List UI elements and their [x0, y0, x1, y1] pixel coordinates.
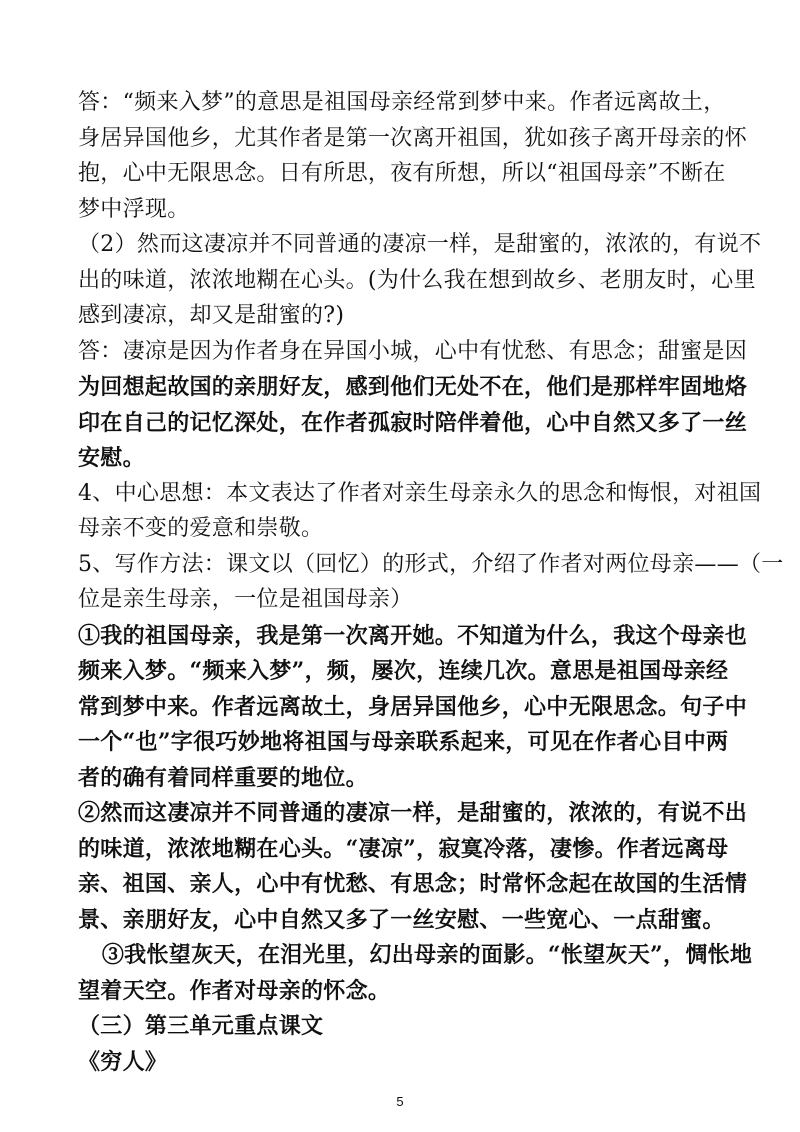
text-line: 望着天空。作者对母亲的怀念。 — [78, 977, 391, 1004]
text-line: 母亲不变的爱意和崇敬。 — [78, 516, 324, 541]
text-line: 感到凄凉，却又是甜蜜的?) — [78, 303, 345, 328]
text-line: 4、中心思想：本文表达了作者对亲生母亲永久的思念和悔恨，对祖国 — [78, 480, 762, 506]
text-line: 常到梦中来。作者远离故土，身居异国他乡，心中无限思念。句子中 — [78, 693, 748, 720]
text-line: ①我的祖国母亲，我是第一次离开她。不知道为什么，我这个母亲也 — [78, 622, 748, 649]
text-line: 的味道，浓浓地糊在心头。“凄凉”，寂寞冷落，凄惨。作者远离母 — [78, 835, 729, 862]
text-line: 者的确有着同样重要的地位。 — [78, 764, 368, 791]
text-line: 印在自己的记忆深处，在作者孤寂时陪伴着他，心中自然又多了一丝 — [78, 409, 748, 436]
text-line: 景、亲朋好友，心中自然又多了一丝安慰、一些宽心、一点甜蜜。 — [78, 906, 725, 933]
text-line: 抱，心中无限思念。日有所思，夜有所想，所以“祖国母亲”不断在 — [78, 161, 726, 186]
text-line: 答：凄凉是因为作者身在异国小城，心中有忧愁、有思念；甜蜜是因 — [78, 338, 748, 364]
text-line: 位是亲生母亲，一位是祖国母亲） — [78, 587, 413, 612]
text-line: 答：“频来入梦”的意思是祖国母亲经常到梦中来。作者远离故土， — [78, 90, 726, 115]
section-heading: （三）第三单元重点课文 — [78, 1013, 324, 1039]
text-line: 身居异国他乡，尤其作者是第一次离开祖国，犹如孩子离开母亲的怀 — [78, 125, 748, 151]
text-line: 为回想起故国的亲朋好友，感到他们无处不在，他们是那样牢固地烙 — [78, 374, 748, 400]
text-line: 出的味道，浓浓地糊在心头。(为什么我在想到故乡、老朋友时，心里 — [78, 267, 756, 293]
lesson-title: 《穷人》 — [78, 1048, 168, 1075]
text-line: 5、写作方法：课文以（回忆）的形式，介绍了作者对两位母亲——（一 — [78, 551, 784, 577]
text-line: ②然而这凄凉并不同普通的凄凉一样，是甜蜜的，浓浓的，有说不出 — [78, 800, 748, 826]
text-line: 频来入梦。“频来入梦”，频，屡次，连续几次。意思是祖国母亲经 — [78, 658, 729, 684]
page-number: 5 — [396, 1094, 404, 1109]
text-line: 安慰。 — [78, 445, 145, 471]
text-line: 亲、祖国、亲人，心中有忧愁、有思念；时常怀念起在故国的生活情 — [78, 871, 748, 897]
text-line: （2）然而这凄凉并不同普通的凄凉一样，是甜蜜的，浓浓的，有说不 — [78, 232, 762, 257]
text-line: 梦中浮现。 — [78, 196, 190, 222]
text-line: ③我怅望灰天，在泪光里，幻出母亲的面影。“怅望灰天”，惆怅地 — [78, 942, 753, 968]
text-line: 一个“也”字很巧妙地将祖国与母亲联系起来，可见在作者心目中两 — [78, 729, 729, 755]
